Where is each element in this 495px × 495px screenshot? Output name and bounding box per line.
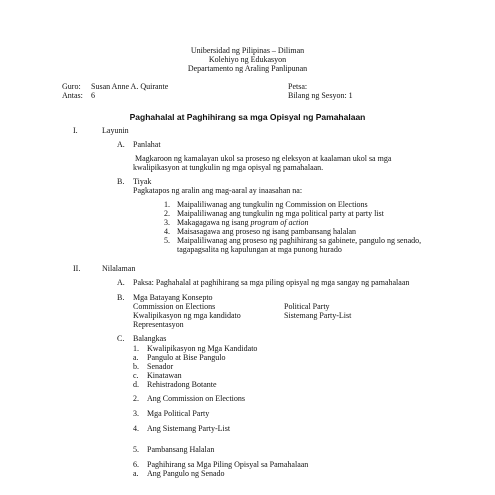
outline-sub-item: Kinatawan (147, 371, 182, 380)
objective-number: 1. (164, 200, 170, 209)
outline-number: 1. (133, 344, 139, 353)
objective-text: Maisasagawa ang proseso ng isang pambansang halalan (177, 227, 357, 236)
outline-sub-item: Pangulo at Bise Pangulo (147, 353, 226, 362)
document-title: Paghahalal at Paghihirang sa mga Opisyal ng Pamahalaan (129, 112, 366, 122)
outline-number: 6. (133, 460, 139, 469)
outline-item: Ang Sistemang Party-List (147, 424, 231, 433)
objective-number: 5. (164, 236, 170, 245)
antas-label: Antas: (62, 91, 83, 100)
objective-text-italic: program of action (250, 218, 309, 227)
concept-item: Commission on Elections (133, 302, 216, 311)
objective-number: 3. (164, 218, 170, 227)
section1-a-line2: kwalipikasyon at tungkulin ng mga opisyal ng pamahalaan. (133, 163, 324, 172)
college-name: Kolehiyo ng Edukasyon (208, 55, 287, 64)
outline-sub-item: Ang Pangulo ng Senado (147, 469, 225, 478)
outline-number: 5. (133, 445, 139, 454)
guro-label: Guro: (62, 82, 81, 91)
objective-text: Maipaliliwanag ang tungkulin ng Commission on Elections (177, 200, 368, 209)
outline-sub-letter: d. (133, 380, 139, 389)
outline-number: 2. (133, 394, 139, 403)
objective-text-continued: tagapagsalita ng kapulungan at mga punong hurado (177, 245, 342, 254)
section1-b-letter: B. (117, 177, 125, 186)
objective-text-plain: Makagagawa ng isang (177, 218, 249, 227)
outline-sub-letter: a. (133, 469, 139, 478)
guro-value: Susan Anne A. Quirante (91, 82, 169, 91)
outline-item: Ang Commission on Elections (147, 394, 245, 403)
section1-title: Layunin (102, 126, 129, 135)
section1-a-line1: Magkaroon ng kamalayan ukol sa proseso ng eleksyon at kaalaman ukol sa mga (135, 154, 392, 163)
outline-item: Kwalipikasyon ng Mga Kandidato (147, 344, 258, 353)
section1-b-title: Tiyak (133, 177, 152, 186)
concept-item: Kwalipikasyon ng mga kandidato (133, 311, 241, 320)
section2-title: Nilalaman (102, 264, 136, 273)
petsa-label: Petsa: (288, 82, 308, 91)
concept-item: Political Party (284, 302, 330, 311)
section2-c-title: Balangkas (133, 334, 167, 343)
section2-c-letter: C. (117, 334, 125, 343)
antas-value: 6 (91, 91, 95, 100)
university-name: Unibersidad ng Pilipinas – Diliman (190, 46, 305, 55)
outline-number: 4. (133, 424, 139, 433)
section1-a-letter: A. (117, 140, 125, 149)
objective-text: Maipaliliwanag ang proseso ng paghihirang sa gabinete, pangulo ng senado, (177, 236, 422, 245)
objective-number: 2. (164, 209, 170, 218)
section2-number: II. (73, 264, 81, 273)
section2-a-letter: A. (117, 278, 125, 287)
outline-item: Mga Political Party (147, 409, 210, 418)
section2-b-letter: B. (117, 293, 125, 302)
section1-b-intro: Pagkatapos ng aralin ang mag-aaral ay inaasahan na: (133, 186, 303, 195)
objective-number: 4. (164, 227, 170, 236)
outline-sub-letter: a. (133, 353, 139, 362)
sesyon-label: Bilang ng Sesyon: 1 (288, 91, 353, 100)
outline-sub-item: Rehistradong Botante (147, 380, 217, 389)
concept-item: Sistemang Party-List (284, 311, 352, 320)
outline-number: 3. (133, 409, 139, 418)
objective-text: Maipaliliwanag ang tungkulin ng mga political party at party list (177, 209, 384, 218)
section1-number: I. (73, 126, 78, 135)
section2-a-text: Paksa: Paghahalal at paghihirang sa mga piling opisyal ng mga sangay ng pamahalaan (133, 278, 410, 287)
outline-item: Pambansang Halalan (147, 445, 215, 454)
concept-item: Representasyon (133, 320, 184, 329)
outline-sub-letter: b. (133, 362, 139, 371)
section2-b-title: Mga Batayang Konsepto (133, 293, 213, 302)
department-name: Departamento ng Araling Panlipunan (187, 64, 308, 73)
outline-item: Paghihirang sa Mga Piling Opisyal sa Pamahalaan (147, 460, 309, 469)
outline-sub-letter: c. (133, 371, 139, 380)
outline-sub-item: Senador (147, 362, 174, 371)
section1-a-title: Panlahat (133, 140, 161, 149)
